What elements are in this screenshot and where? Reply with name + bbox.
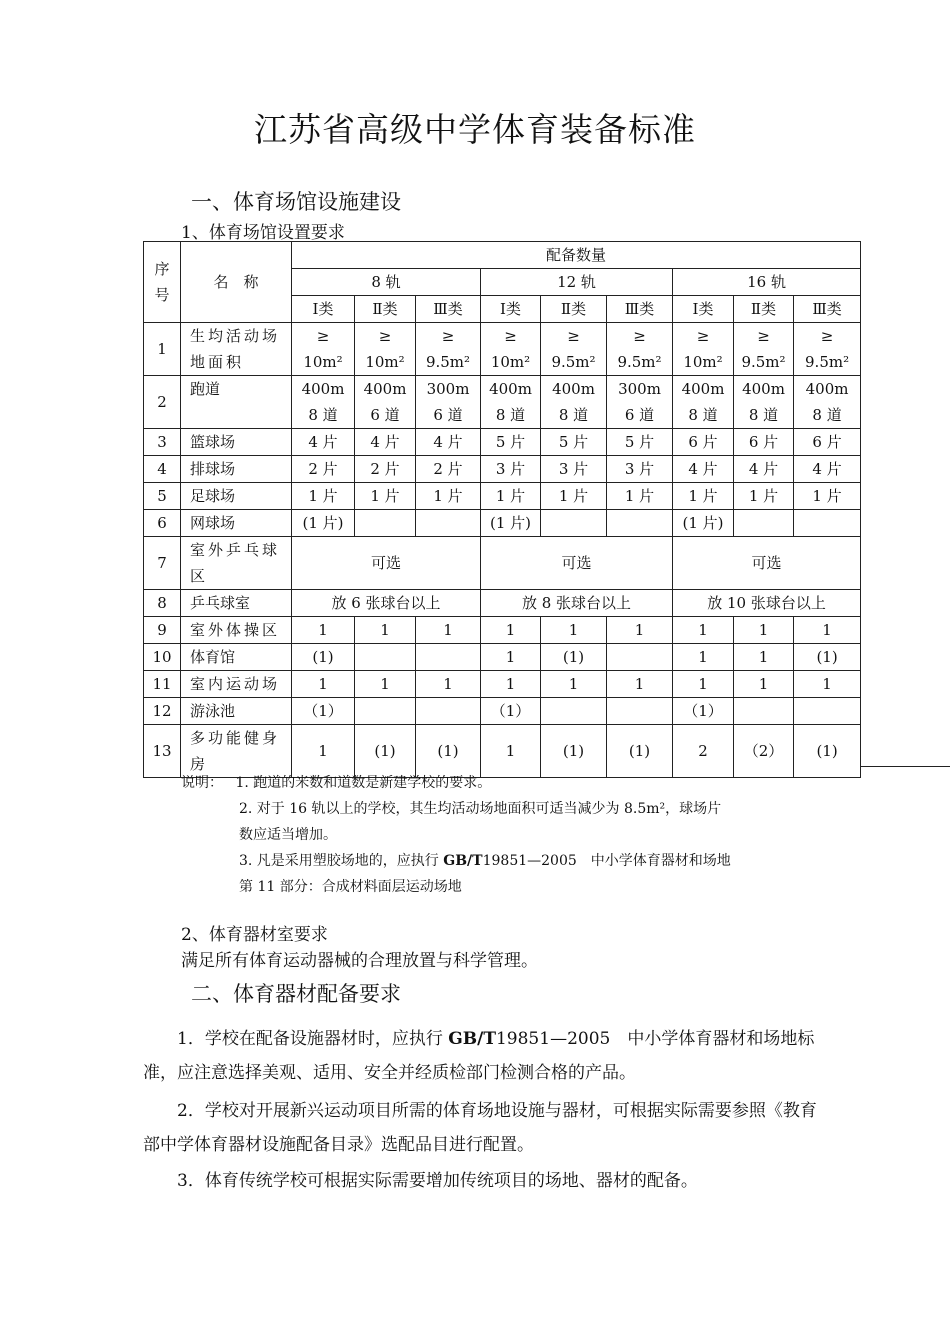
table-cell: 1 片 <box>734 483 794 510</box>
group-cell: 放 8 张球台以上 <box>481 590 673 617</box>
note-1: 说明： 1. 跑道的米数和道数是新建学校的要求。 <box>181 775 492 791</box>
group-cell: 放 10 张球台以上 <box>673 590 861 617</box>
table-cell: 400m 6 道 <box>355 376 416 429</box>
table-cell: 1 <box>292 671 355 698</box>
table-cell: 1 片 <box>355 483 416 510</box>
table-cell: 1 <box>673 671 734 698</box>
table-row <box>144 671 861 698</box>
header-class: Ⅱ类 <box>541 296 607 323</box>
table-row <box>144 483 861 510</box>
table-cell: ≥ 9.5m² <box>794 323 861 376</box>
table-cell: 3 片 <box>607 456 673 483</box>
table-cell: 400m 8 道 <box>481 376 541 429</box>
table-row <box>144 617 861 644</box>
row-name: 跑道 <box>181 376 292 429</box>
table-cell: 5 片 <box>481 429 541 456</box>
table-rule-extension <box>860 766 950 767</box>
table-cell <box>355 510 416 537</box>
section1-heading: 一、体育场馆设施建设 <box>191 190 401 214</box>
table-cell: 6 片 <box>673 429 734 456</box>
table-row <box>144 323 861 376</box>
table-cell: 300m 6 道 <box>607 376 673 429</box>
table-cell: 1 片 <box>607 483 673 510</box>
facilities-table <box>143 241 861 778</box>
row-index: 6 <box>144 510 181 537</box>
row-index: 2 <box>144 376 181 429</box>
table-cell: 400m 8 道 <box>292 376 355 429</box>
table-cell: (1) <box>607 725 673 778</box>
row-index: 1 <box>144 323 181 376</box>
table-cell: 4 片 <box>734 456 794 483</box>
table-row <box>144 510 861 537</box>
table-row <box>144 429 861 456</box>
table-cell: 1 <box>734 644 794 671</box>
row-name: 游泳池 <box>181 698 292 725</box>
table-cell <box>794 510 861 537</box>
table-cell: ≥ 9.5m² <box>541 323 607 376</box>
table-cell: 4 片 <box>416 429 481 456</box>
table-cell: 2 片 <box>416 456 481 483</box>
note-label: 说明： <box>181 775 223 791</box>
header-class: Ⅰ类 <box>292 296 355 323</box>
table-cell <box>607 510 673 537</box>
paragraph-3: 3．体育传统学校可根据实际需要增加传统项目的场地、器材的配备。 <box>177 1171 698 1191</box>
row-index: 10 <box>144 644 181 671</box>
row-name: 多功能健身房 <box>181 725 292 778</box>
table-cell: (1 片) <box>481 510 541 537</box>
header-class: Ⅲ类 <box>794 296 861 323</box>
row-name: 乒乓球室 <box>181 590 292 617</box>
table-cell: 3 片 <box>541 456 607 483</box>
table-cell <box>734 510 794 537</box>
note-3b: 第 11 部分：合成材料面层运动场地 <box>239 879 462 895</box>
table-cell: ≥ 9.5m² <box>607 323 673 376</box>
row-name: 足球场 <box>181 483 292 510</box>
table-cell <box>794 698 861 725</box>
table-cell: (1 片) <box>292 510 355 537</box>
table-cell: 1 <box>481 617 541 644</box>
table-cell: 1 <box>673 617 734 644</box>
row-index: 4 <box>144 456 181 483</box>
table-cell: ≥ 9.5m² <box>734 323 794 376</box>
table-cell: 300m 6 道 <box>416 376 481 429</box>
header-class: Ⅱ类 <box>355 296 416 323</box>
paragraph-1: 1．学校在配备设施器材时，应执行 GB/T19851—2005 中小学体育器材和场地标准，应注意选择美观、适用、安全并经质检部门检测合格的产品。 <box>143 1029 815 1083</box>
table-cell: 1 片 <box>794 483 861 510</box>
table-cell: 1 <box>673 644 734 671</box>
header-index: 序号 <box>144 242 181 323</box>
table-cell: 1 <box>481 671 541 698</box>
header-class: Ⅱ类 <box>734 296 794 323</box>
table-row <box>144 537 861 590</box>
table-cell: 400m 8 道 <box>734 376 794 429</box>
table-cell: 1 <box>355 617 416 644</box>
table-cell: 400m 8 道 <box>673 376 734 429</box>
table-cell: 1 <box>416 617 481 644</box>
header-config: 配备数量 <box>292 242 861 269</box>
table-cell: 5 片 <box>607 429 673 456</box>
row-index: 8 <box>144 590 181 617</box>
table-cell: (1) <box>794 644 861 671</box>
table-cell: 4 片 <box>673 456 734 483</box>
group-cell: 可选 <box>292 537 481 590</box>
group-cell: 可选 <box>673 537 861 590</box>
table-cell: 4 片 <box>292 429 355 456</box>
note-3a: 3. 凡是采用塑胶场地的，应执行 GB/T19851—2005 中小学体育器材和场地 <box>239 853 731 869</box>
row-name: 体育馆 <box>181 644 292 671</box>
table-cell: 1 <box>541 617 607 644</box>
table-cell: 4 片 <box>794 456 861 483</box>
table-cell: 1 <box>734 671 794 698</box>
table-cell: (1) <box>794 725 861 778</box>
table-cell: (1) <box>541 644 607 671</box>
table-cell <box>355 698 416 725</box>
table-cell <box>607 644 673 671</box>
table-cell: 3 片 <box>481 456 541 483</box>
table-cell <box>416 698 481 725</box>
header-group-12: 12 轨 <box>481 269 673 296</box>
section2-heading: 二、体育器材配备要求 <box>191 982 401 1006</box>
table-row <box>144 456 861 483</box>
table-cell: 1 <box>481 725 541 778</box>
table-cell: 400m 8 道 <box>794 376 861 429</box>
table-cell: （1） <box>673 698 734 725</box>
header-name: 名 称 <box>181 242 292 323</box>
note-2a: 2. 对于 16 轨以上的学校，其生均活动场地面积可适当减少为 8.5m²，球场片 <box>239 801 722 817</box>
table-cell: 1 片 <box>673 483 734 510</box>
header-class: Ⅰ类 <box>481 296 541 323</box>
table-cell: 2 片 <box>355 456 416 483</box>
table-cell: 1 <box>481 644 541 671</box>
table-cell: （1） <box>292 698 355 725</box>
table-cell: (1) <box>416 725 481 778</box>
page-title: 江苏省高级中学体育装备标准 <box>254 110 696 149</box>
row-name: 室外体操区 <box>181 617 292 644</box>
table-cell: 400m 8 道 <box>541 376 607 429</box>
table-cell: 2 片 <box>292 456 355 483</box>
table-row <box>144 644 861 671</box>
table-cell: 1 片 <box>292 483 355 510</box>
table-cell: ≥ 10m² <box>355 323 416 376</box>
table-cell: (1 片) <box>673 510 734 537</box>
table-cell <box>734 698 794 725</box>
header-class: Ⅲ类 <box>416 296 481 323</box>
table-cell: 1 <box>292 617 355 644</box>
row-name: 室内运动场 <box>181 671 292 698</box>
table-cell: 1 <box>355 671 416 698</box>
row-index: 13 <box>144 725 181 778</box>
header-class: Ⅲ类 <box>607 296 673 323</box>
table-cell: 1 片 <box>481 483 541 510</box>
table-cell <box>416 510 481 537</box>
row-name: 生均活动场地面积 <box>181 323 292 376</box>
table-cell: (1) <box>355 725 416 778</box>
header-class: Ⅰ类 <box>673 296 734 323</box>
table-cell: ≥ 10m² <box>481 323 541 376</box>
row-index: 3 <box>144 429 181 456</box>
row-name: 排球场 <box>181 456 292 483</box>
table-cell <box>541 698 607 725</box>
row-name: 网球场 <box>181 510 292 537</box>
table-cell: 1 <box>734 617 794 644</box>
header-group-8: 8 轨 <box>292 269 481 296</box>
table-row <box>144 590 861 617</box>
table-cell: 1 <box>607 671 673 698</box>
header-group-16: 16 轨 <box>673 269 861 296</box>
table-notes <box>181 770 731 900</box>
table-cell: (1) <box>292 644 355 671</box>
equipment-room-text: 满足所有体育运动器械的合理放置与科学管理。 <box>181 951 538 971</box>
table-cell: 1 片 <box>416 483 481 510</box>
row-name: 室外乒乓球区 <box>181 537 292 590</box>
table-cell: ≥ 10m² <box>292 323 355 376</box>
table-cell: 6 片 <box>794 429 861 456</box>
table-cell: 5 片 <box>541 429 607 456</box>
section1-subheading: 1、体育场馆设置要求 <box>181 223 345 243</box>
table-cell <box>416 644 481 671</box>
table-cell: (1) <box>541 725 607 778</box>
table-cell: ≥ 9.5m² <box>416 323 481 376</box>
row-index: 11 <box>144 671 181 698</box>
table-cell: 1 片 <box>541 483 607 510</box>
table-cell: 1 <box>794 671 861 698</box>
table-cell: （2） <box>734 725 794 778</box>
table-cell: 6 片 <box>734 429 794 456</box>
table-row <box>144 376 861 429</box>
table-cell: （1） <box>481 698 541 725</box>
note-2b: 数应适当增加。 <box>239 827 337 843</box>
table-cell: 1 <box>416 671 481 698</box>
table-cell: ≥ 10m² <box>673 323 734 376</box>
table-cell: 1 <box>541 671 607 698</box>
row-index: 12 <box>144 698 181 725</box>
table-cell: 2 <box>673 725 734 778</box>
row-index: 5 <box>144 483 181 510</box>
paragraph-2: 2．学校对开展新兴运动项目所需的体育场地设施与器材，可根据实际需要参照《教育部中学体育器材设施配备目录》选配品目进行配置。 <box>143 1101 817 1155</box>
table-cell: 4 片 <box>355 429 416 456</box>
group-cell: 放 6 张球台以上 <box>292 590 481 617</box>
table-cell: 1 <box>794 617 861 644</box>
group-cell: 可选 <box>481 537 673 590</box>
table-cell: 1 <box>292 725 355 778</box>
table-cell <box>607 698 673 725</box>
table-cell <box>541 510 607 537</box>
row-index: 9 <box>144 617 181 644</box>
equipment-room-heading: 2、体育器材室要求 <box>181 925 328 945</box>
table-cell <box>355 644 416 671</box>
row-name: 篮球场 <box>181 429 292 456</box>
table-row <box>144 698 861 725</box>
table-cell: 1 <box>607 617 673 644</box>
row-index: 7 <box>144 537 181 590</box>
